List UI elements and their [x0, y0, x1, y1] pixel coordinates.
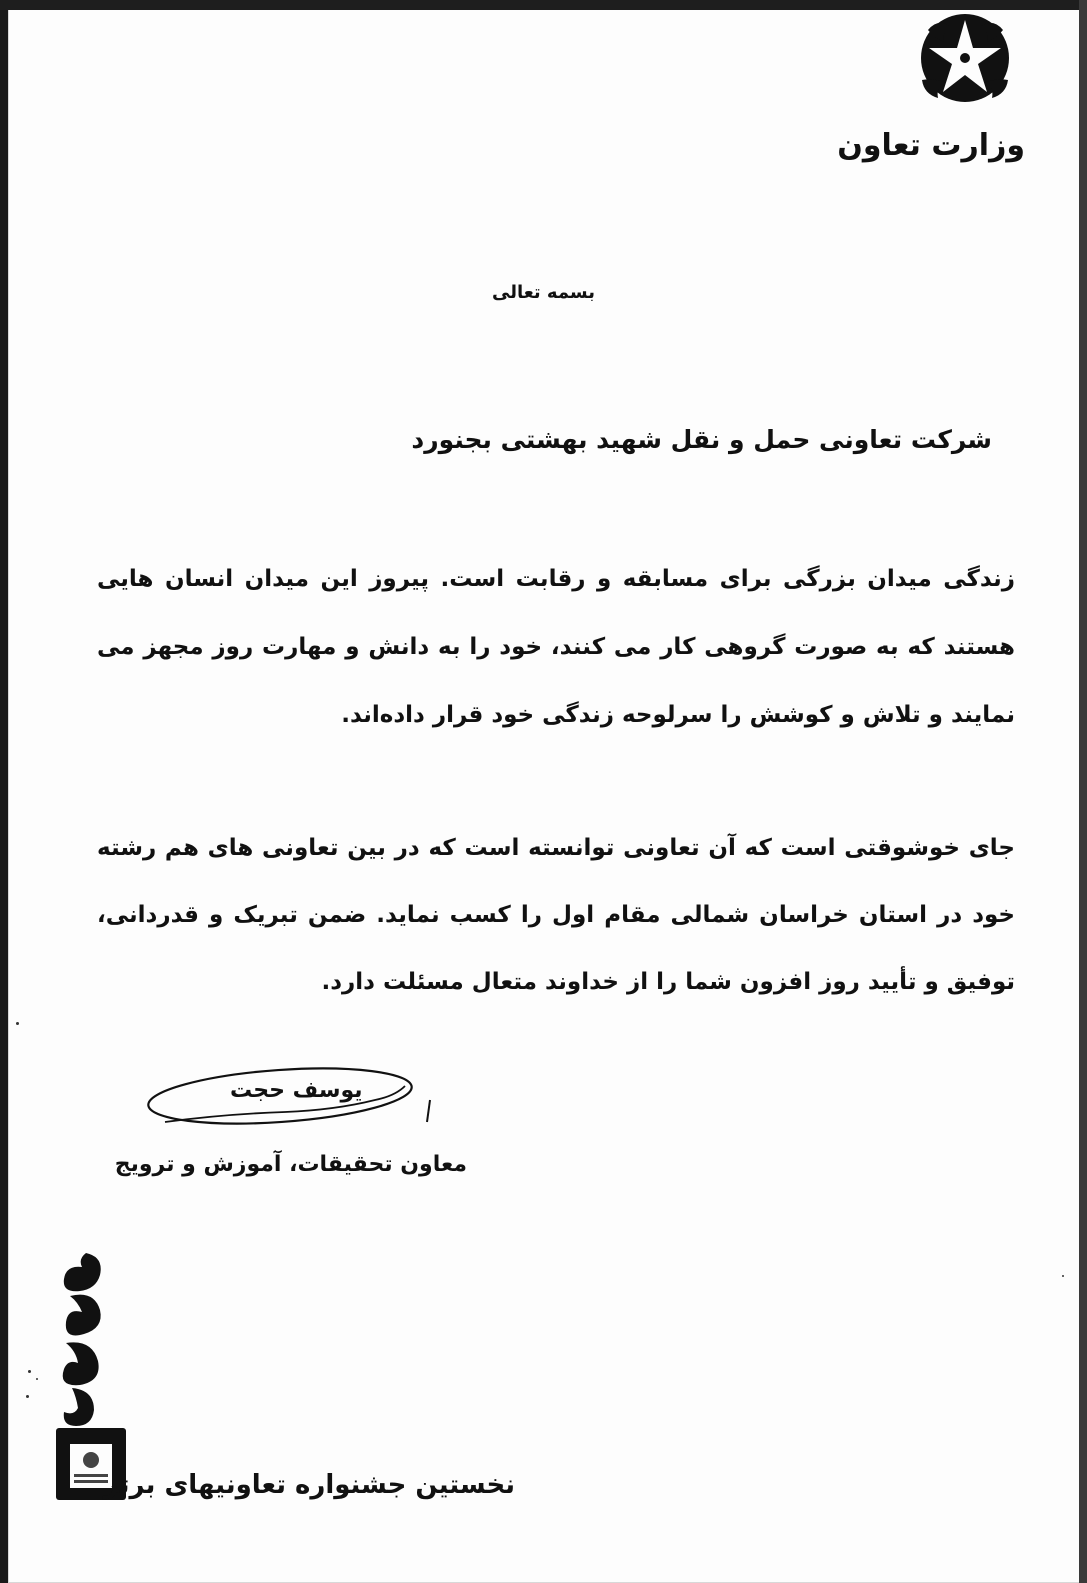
recipient-line: شرکت تعاونی حمل و نقل شهید بهشتی بجنورد [411, 425, 992, 454]
scan-speck [36, 1378, 38, 1380]
scan-speck [28, 1370, 31, 1373]
scan-left-edge [0, 0, 8, 1583]
scan-speck [16, 1022, 19, 1025]
scan-top-edge [0, 0, 1087, 10]
signer-title: معاون تحقیقات، آموزش و ترویج [114, 1152, 467, 1177]
scan-right-edge [1079, 0, 1087, 1583]
scan-speck [26, 1395, 29, 1398]
festival-name: نخستین جشنواره تعاونیهای برتر [103, 1470, 515, 1500]
ministry-name: وزارت تعاون [837, 128, 1025, 163]
letter-paragraph-2: جای خوشوقتی است که آن تعاونی توانسته است که در بین تعاونی های هم رشته خود در استان خراسان شمالی مقام اول را کسب نماید. ضمن تبریک و قدردانی، توفیق و تأیید روز افزون شما را از خداوند متعال مسئلت دارد. [97, 835, 1015, 995]
ministry-star-emblem-icon [908, 10, 1023, 105]
letter-sheet [8, 0, 1080, 1583]
letter-paragraph-1: زندگی میدان بزرگی برای مسابقه و رقابت است. پیروز این میدان انسان هایی هستند که به صورت گروهی کار می کنند، خود را به دانش و مهارت روز مجهز می نمایند و تلاش و کوشش را سرلوحه زندگی خود قرار داده‌اند. [97, 566, 1015, 728]
scan-speck [1062, 1275, 1064, 1277]
handwritten-signature [145, 1062, 435, 1144]
invocation-heading: بسمه تعالی [492, 282, 595, 303]
signer-name: یوسف حجت [230, 1078, 363, 1103]
festival-trophy-icon [48, 1248, 138, 1503]
